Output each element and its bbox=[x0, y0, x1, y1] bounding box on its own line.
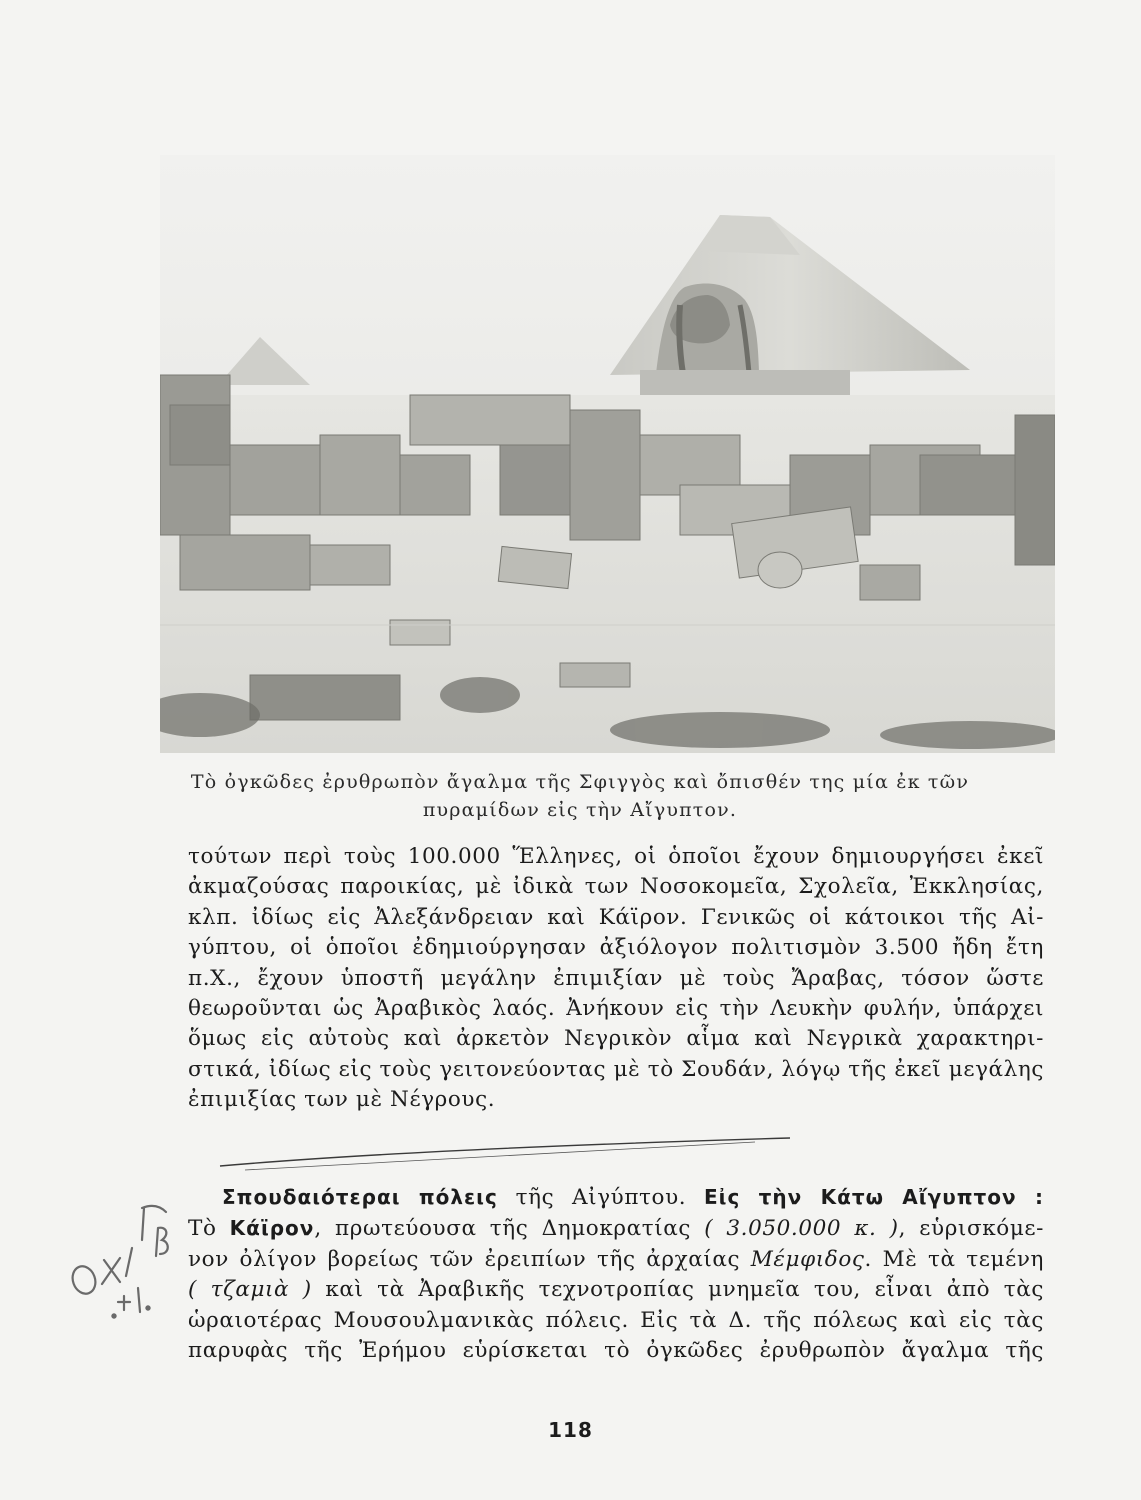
city-name-cairo: Κάϊρον bbox=[229, 1216, 315, 1241]
caption-line: Τὸ ὀγκῶδες ἐρυθρωπὸν ἄγαλμα τῆς Σφιγγὸς καὶ ὄπισθέν της μία ἐκ τῶν bbox=[190, 771, 970, 793]
page-number: 118 bbox=[548, 1418, 593, 1442]
text-line: κλπ. ἰδίως εἰς Ἀλεξάνδρειαν καὶ Κάϊρον. Γενικῶς οἱ κάτοικοι τῆς Αἰ- bbox=[188, 904, 1044, 930]
text-line: θεωροῦνται ὡς Ἀραβικὸς λαός. Ἀνήκουν εἰς τὴν Λευκὴν φυλήν, ὑπάρχει bbox=[188, 996, 1044, 1022]
text-line bbox=[188, 1275, 1044, 1305]
inline-text: . Μὲ τὰ τεμένη bbox=[864, 1246, 1044, 1272]
inline-text: τῆς Αἰγύπτου. bbox=[497, 1185, 704, 1210]
text-line: στικά, ἰδίως εἰς τοὺς γειτονεύοντας μὲ τὸ Σουδάν, λόγῳ τῆς ἐκεῖ μεγάλης bbox=[188, 1056, 1044, 1082]
caption-line: πυραμίδων εἰς τὴν Αἴγυπτον. bbox=[422, 799, 738, 821]
text-line: ὡραιοτέρας Μουσουλμανικὰς πόλεις. Εἰς τὰ Δ. τῆς πόλεως καὶ εἰς τὰς bbox=[188, 1307, 1044, 1333]
paragraph-greeks-in-egypt bbox=[188, 842, 1044, 1116]
text-line bbox=[188, 1245, 1044, 1275]
term-mosques: ( τζαμιὰ ) bbox=[188, 1277, 312, 1303]
paragraph-main-cities bbox=[188, 1182, 1044, 1366]
handdrawn-underline bbox=[215, 1132, 795, 1172]
text-line: ἐπιμιξίας των μὲ Νέγρους. bbox=[188, 1087, 496, 1113]
text-line: π.Χ., ἔχουν ὑποστῆ μεγάλην ἐπιμιξίαν μὲ τοὺς Ἄραβας, τόσον ὥστε bbox=[188, 965, 1044, 991]
text-line: τούτων περὶ τοὺς 100.000 Ἕλληνες, οἱ ὁποῖοι ἔχουν δημιουργήσει ἐκεῖ bbox=[188, 844, 1044, 869]
text-line bbox=[188, 1213, 1044, 1244]
handwritten-margin-note bbox=[62, 1188, 182, 1338]
text-line: γύπτου, οἱ ὁποῖοι ἐδημιούργησαν ἀξιόλογον πολιτισμὸν 3.500 ἤδη ἔτη bbox=[188, 935, 1044, 961]
place-name-memphis: Μέμφιδος bbox=[750, 1246, 865, 1272]
population-figure: ( 3.050.000 κ. ) bbox=[704, 1216, 899, 1242]
sphinx-pyramid-photograph bbox=[160, 155, 1055, 753]
text-line bbox=[188, 1182, 1044, 1213]
pencil-annotation bbox=[62, 1188, 182, 1338]
photo-caption bbox=[150, 768, 1010, 824]
inline-text: , εὑρισκόμε- bbox=[898, 1216, 1044, 1242]
text-line: παρυφὰς τῆς Ἐρήμου εὑρίσκεται τὸ ὀγκῶδες ἐρυθρωπὸν ἄγαλμα τῆς bbox=[188, 1338, 1044, 1364]
photo-illustration bbox=[160, 155, 1055, 753]
section-heading: Σπουδαιότεραι πόλεις bbox=[222, 1185, 498, 1209]
text-line: ἀκμαζούσας παροικίας, μὲ ἰδικὰ των Νοσοκομεῖα, Σχολεῖα, Ἐκκλησίας, bbox=[188, 874, 1044, 900]
inline-text: Τὸ bbox=[188, 1216, 230, 1242]
text-line: ὅμως εἰς αὐτοὺς καὶ ἀρκετὸν Νεγρικὸν αἷμα καὶ Νεγρικὰ χαρακτηρι- bbox=[188, 1026, 1044, 1052]
inline-text: καὶ τὰ Ἀραβικῆς τεχνοτροπίας μνημεῖα του, εἶναι ἀπὸ τὰς bbox=[311, 1277, 1044, 1303]
inline-text: , πρωτεύουσα τῆς Δημοκρατίας bbox=[314, 1216, 705, 1242]
subsection-heading: Εἰς τὴν Κάτω Αἴγυπτον : bbox=[704, 1185, 1044, 1209]
inline-text: νον ὀλίγον βορείως τῶν ἐρειπίων τῆς ἀρχαίας bbox=[188, 1246, 751, 1272]
